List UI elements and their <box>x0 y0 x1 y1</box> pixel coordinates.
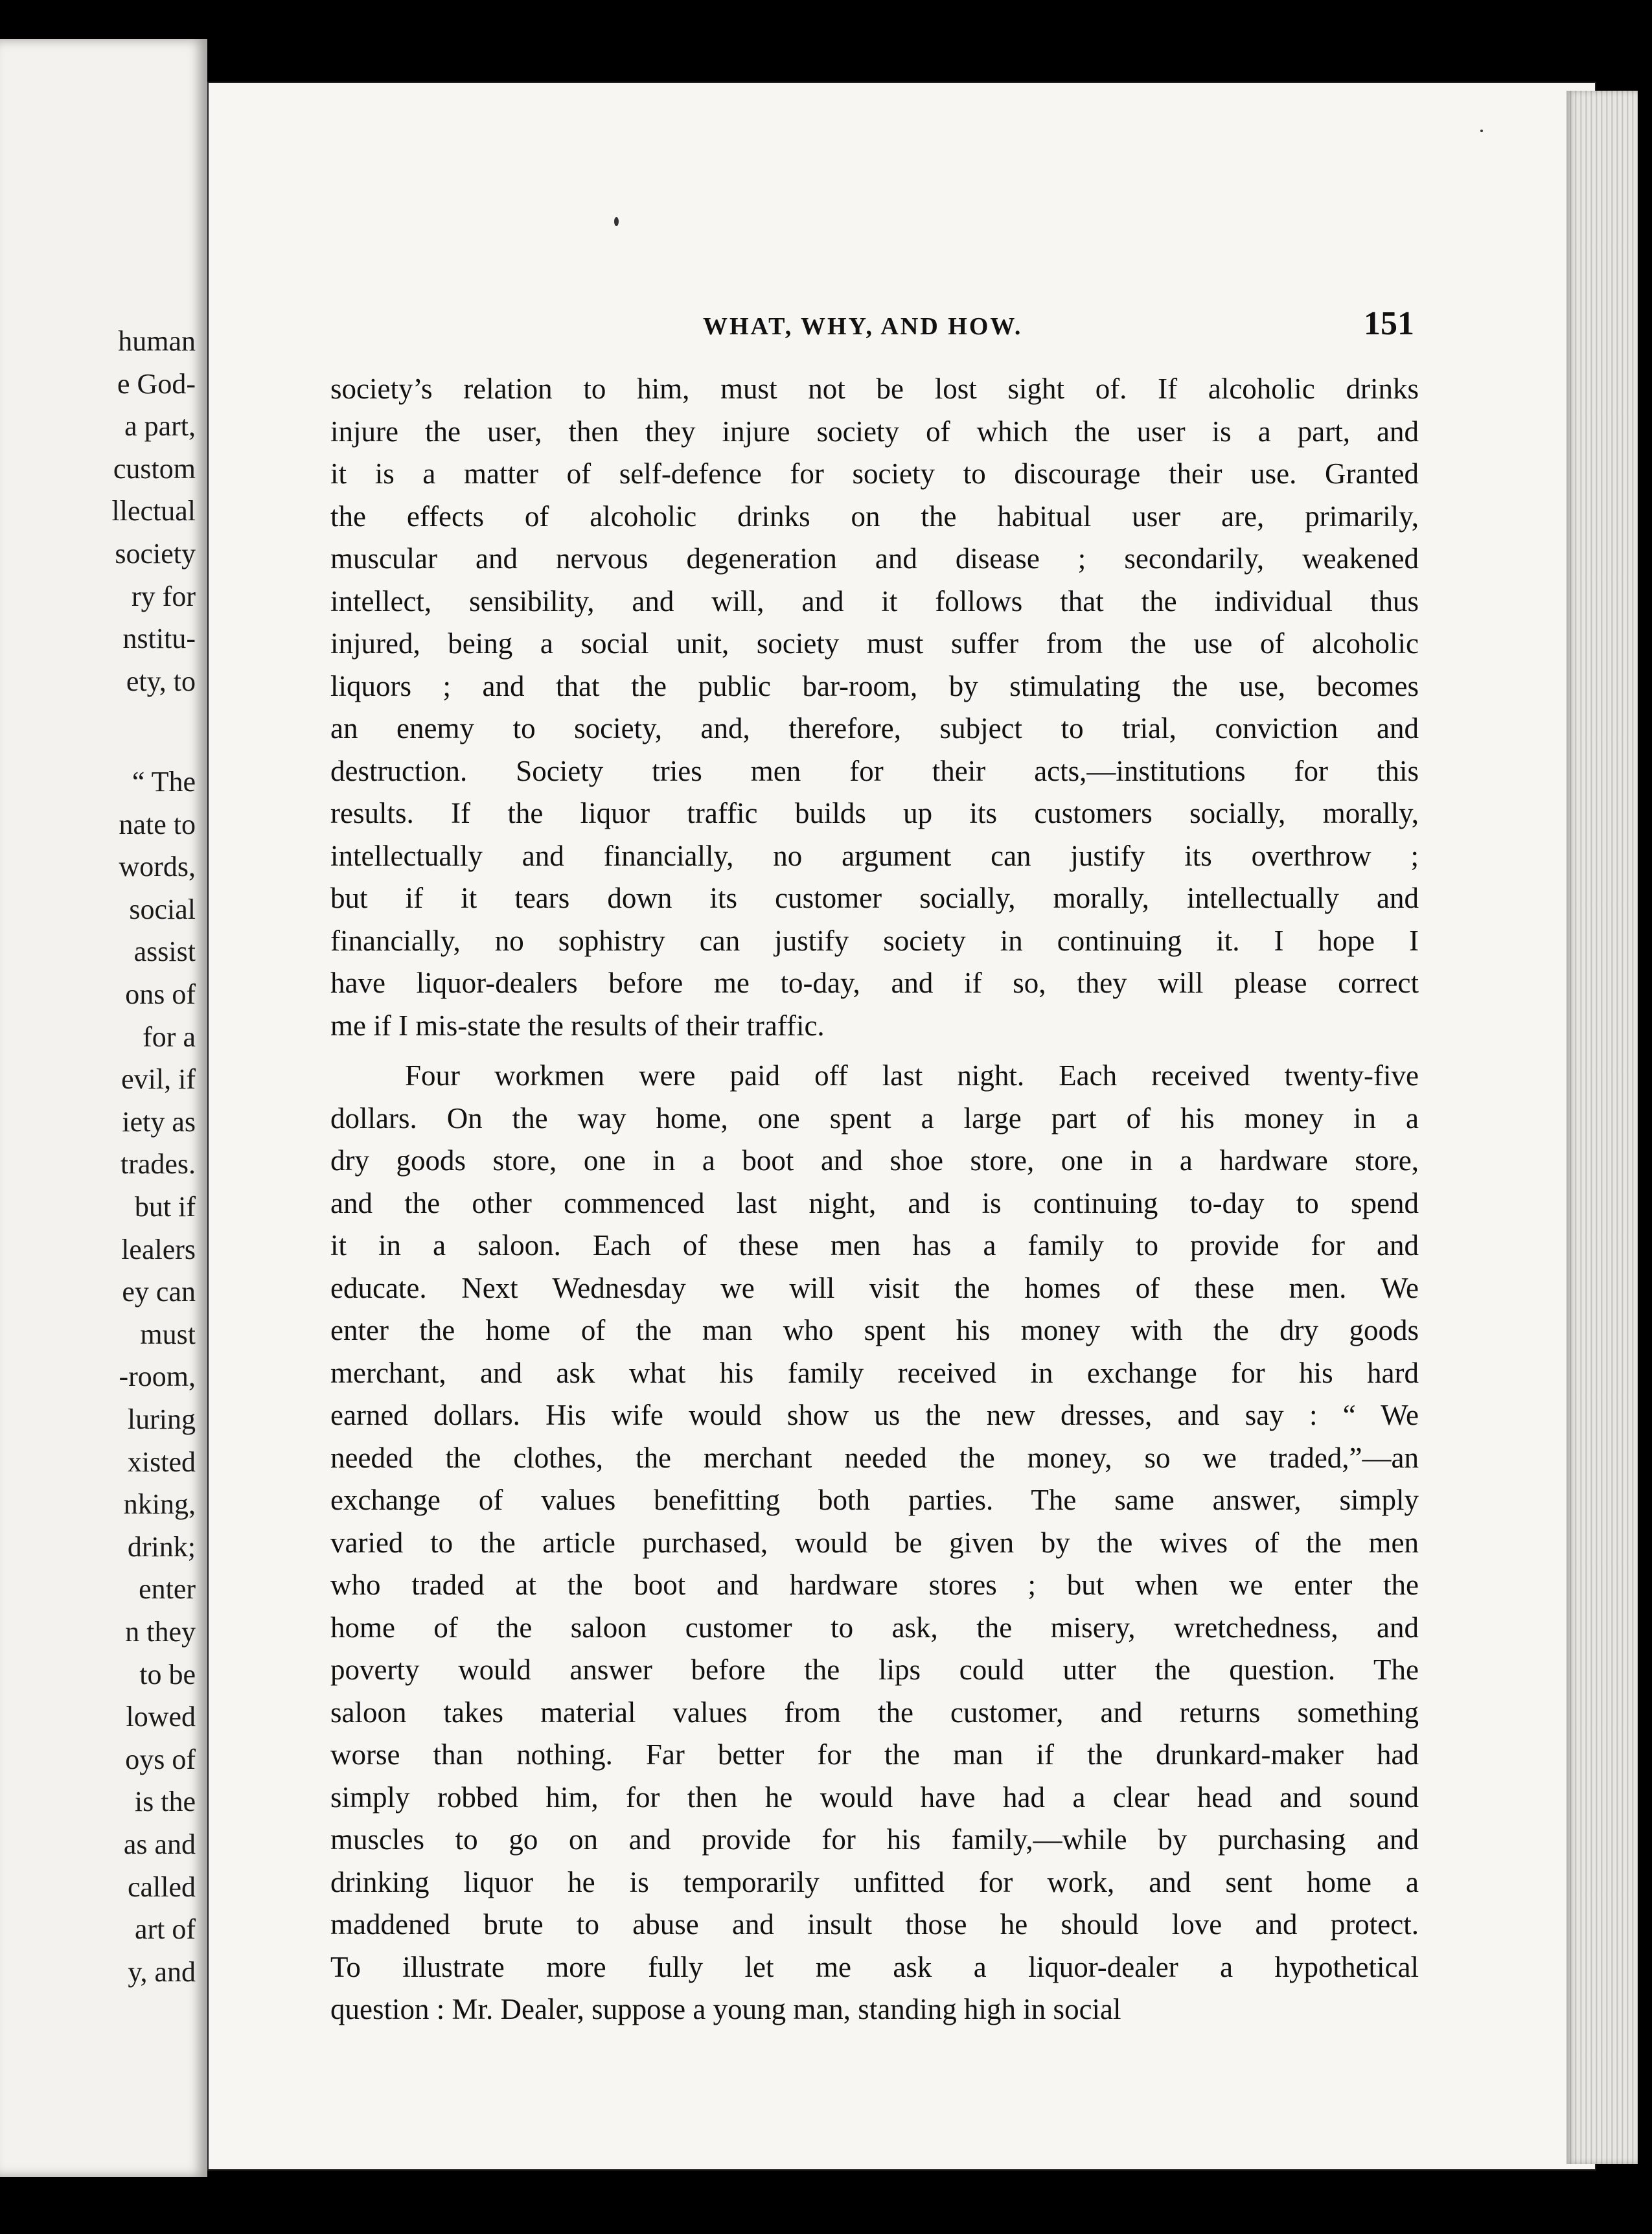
text-line: but if it tears down its customer socially, morally, intellectually and <box>330 882 1419 914</box>
text-line: worse than nothing. Far better for the man if the drunkard-maker had <box>330 1738 1419 1771</box>
text-line: an enemy to society, and, therefore, subject to trial, conviction and <box>330 712 1419 744</box>
text-line: results. If the liquor traffic builds up its customers socially, morally, <box>330 797 1419 829</box>
left-page-line: must <box>140 1318 196 1350</box>
text-line: dollars. On the way home, one spent a large part of his money in a <box>330 1101 1419 1134</box>
page-speck <box>1480 130 1483 132</box>
page-number: 151 <box>1364 305 1414 342</box>
text-line: home of the saloon customer to ask, the misery, wretchedness, and <box>330 1611 1419 1644</box>
text-line: injure the user, then they injure society of which the user is a part, and <box>330 415 1419 448</box>
left-page-line: xisted <box>127 1445 196 1478</box>
text-line: financially, no sophistry can justify society in continuing it. I hope I <box>330 924 1419 957</box>
text-line: simply robbed him, for then he would have had a clear head and sound <box>330 1780 1419 1814</box>
left-page-line: but if <box>134 1191 196 1223</box>
left-page-line: nate to <box>119 808 196 840</box>
left-page-line: art of <box>134 1913 196 1946</box>
left-page-line: as and <box>123 1828 196 1860</box>
left-page-line: society <box>115 538 196 570</box>
left-page-line: drink; <box>127 1530 196 1563</box>
text-line: destruction. Society tries men for their acts,—institutions for this <box>330 754 1419 787</box>
page-edges <box>1566 91 1638 2164</box>
left-page-line: social <box>129 893 196 925</box>
left-page-line: e God- <box>117 367 196 400</box>
text-line: dry goods store, one in a boot and shoe store, one in a hardware store, <box>330 1144 1419 1177</box>
text-line: educate. Next Wednesday we will visit the homes of these men. We <box>330 1271 1419 1304</box>
left-page-line: luring <box>127 1403 196 1435</box>
left-page-line: “ The <box>132 766 196 798</box>
left-page-line: lowed <box>126 1701 196 1733</box>
text-line: maddened brute to abuse and insult those he should love and protect. <box>330 1908 1419 1940</box>
left-page-line: llectual <box>111 495 196 527</box>
left-page-line: words, <box>119 851 196 883</box>
left-page-line: human <box>118 325 196 357</box>
text-line: liquors ; and that the public bar-room, by stimulating the use, becomes <box>330 669 1419 702</box>
text-line: it is a matter of self-defence for society to discourage their use. Granted <box>330 457 1419 490</box>
text-line: have liquor-dealers before me to-day, and if so, they will please correct <box>330 967 1419 999</box>
left-page-line: enter <box>139 1573 196 1606</box>
left-page-line: lealers <box>121 1233 196 1265</box>
text-line: poverty would answer before the lips could utter the question. The <box>330 1653 1419 1686</box>
text-line: question : Mr. Dealer, suppose a young man, standing high in social <box>330 1993 1121 2025</box>
left-page-line: nstitu- <box>122 623 196 655</box>
left-page-line: evil, if <box>121 1063 196 1096</box>
left-page-line: is the <box>134 1786 196 1818</box>
text-line: enter the home of the man who spent his money with the dry goods <box>330 1314 1419 1346</box>
text-line: muscular and nervous degeneration and disease ; secondarily, weakened <box>330 542 1419 575</box>
left-page-line: nking, <box>123 1488 196 1521</box>
text-line: drinking liquor he is temporarily unfitted for work, and sent home a <box>330 1865 1419 1898</box>
text-line: society’s relation to him, must not be lost sight of. If alcoholic drinks <box>330 373 1419 405</box>
left-page-line: n they <box>125 1616 196 1648</box>
left-page-line: iety as <box>122 1105 196 1138</box>
body-text <box>330 368 1419 2031</box>
left-page-line: for a <box>143 1020 196 1053</box>
text-line: earned dollars. His wife would show us the new dresses, and say : “ We <box>330 1399 1419 1431</box>
text-line: it in a saloon. Each of these men has a family to provide for and <box>330 1229 1419 1261</box>
left-page-line: a part, <box>124 410 196 443</box>
left-page-line: assist <box>133 936 196 968</box>
left-page-line: trades. <box>120 1148 196 1180</box>
left-page-line: custom <box>113 452 196 485</box>
text-line: intellectually and financially, no argument can justify its overthrow ; <box>330 839 1419 872</box>
text-line: the effects of alcoholic drinks on the habitual user are, primarily, <box>330 500 1419 533</box>
running-head: WHAT, WHY, AND HOW. <box>703 313 1023 340</box>
left-page-line: y, and <box>128 1955 196 1988</box>
left-facing-page <box>0 39 207 2177</box>
left-page-line: ry for <box>132 580 196 612</box>
left-page-line: ey can <box>122 1276 196 1308</box>
text-line: varied to the article purchased, would be given by the wives of the men <box>330 1526 1419 1559</box>
paragraph-gap <box>330 1047 1419 1055</box>
left-page-line: to be <box>139 1658 196 1690</box>
text-line: saloon takes material values from the customer, and returns something <box>330 1696 1419 1729</box>
text-line: muscles to go on and provide for his family,—while by purchasing and <box>330 1823 1419 1856</box>
text-line: To illustrate more fully let me ask a liquor-dealer a hypothetical <box>330 1950 1419 1983</box>
left-page-line: called <box>127 1871 196 1903</box>
text-line: intellect, sensibility, and will, and it follows that the individual thus <box>330 584 1419 617</box>
text-line: exchange of values benefitting both parties. The same answer, simply <box>330 1484 1419 1516</box>
text-line: who traded at the boot and hardware stores ; but when we enter the <box>330 1569 1419 1601</box>
text-line: needed the clothes, the merchant needed the money, so we traded,”—an <box>330 1441 1419 1474</box>
left-page-line: -room, <box>119 1361 196 1393</box>
text-line: merchant, and ask what his family received in exchange for his hard <box>330 1356 1419 1389</box>
page-speck <box>614 217 619 226</box>
text-line: injured, being a social unit, society must suffer from the use of alcoholic <box>330 627 1419 660</box>
left-page-line: ons of <box>125 978 196 1010</box>
text-line: me if I mis-state the results of their traffic. <box>330 1009 825 1042</box>
left-page-line: ety, to <box>126 665 196 697</box>
left-page-line: oys of <box>125 1743 196 1775</box>
text-line: Four workmen were paid off last night. Each received twenty-five <box>405 1059 1419 1092</box>
text-line: and the other commenced last night, and is continuing to-day to spend <box>330 1186 1419 1219</box>
